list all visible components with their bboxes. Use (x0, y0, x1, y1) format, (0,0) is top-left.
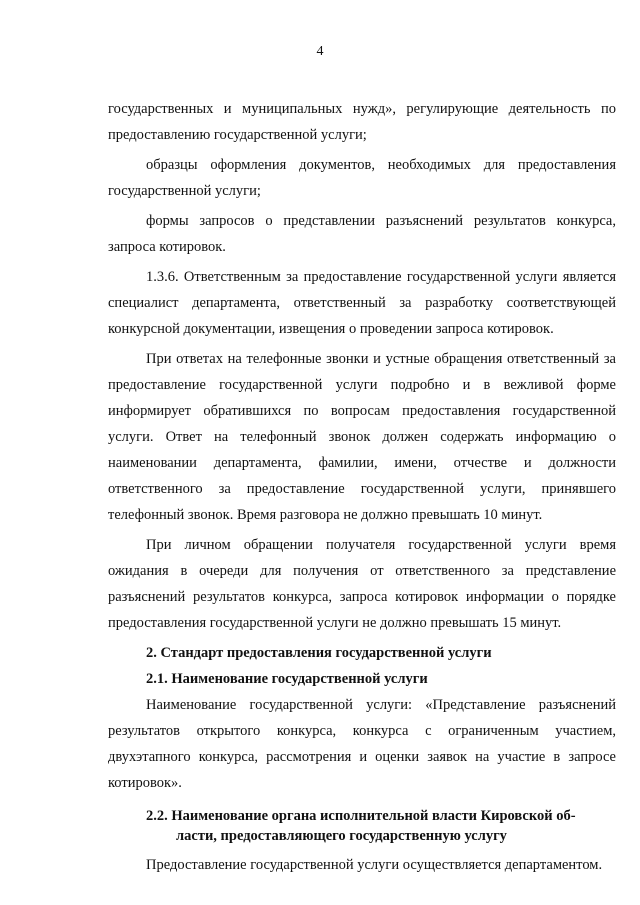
page-content (108, 96, 616, 878)
section-2-2-heading-line1: 2.2. Наименование органа исполнительной власти Кировской об- (146, 808, 576, 824)
paragraph-2: образцы оформления документов, необходимых для предоставления государственной услуги; (108, 157, 616, 199)
paragraph-4: 1.3.6. Ответственным за предоставление государственной услуги является специалист департамента, ответственный за разработку соответствующей конкурсной документации, извещения о проведении запроса котировок. (108, 269, 616, 337)
page-number: 4 (316, 44, 324, 59)
paragraph-3: формы запросов о представлении разъяснений результатов конкурса, запроса котировок. (108, 213, 616, 255)
section-2-1-heading: 2.1. Наименование государственной услуги (146, 671, 428, 687)
section-2-2-heading (108, 806, 616, 846)
paragraph-5: При ответах на телефонные звонки и устные обращения ответственный за предоставление государственной услуги подробно и в вежливой форме информирует обратившихся по вопросам предоставления государственной услуги. Ответ на телефонный звонок должен содержать информацию о наименовании департамента, фамилии, имени, отчестве и должности ответственного за предоставление государственной услуги, принявшего телефонный звонок. Время разговора не должно превышать 10 минут. (108, 351, 616, 523)
paragraph-8: Предоставление государственной услуги осуществляется департаментом. (146, 857, 603, 873)
section-2-2-heading-line2: ласти, предоставляющего государственную услугу (176, 828, 507, 844)
paragraph-6: При личном обращении получателя государственной услуги время ожидания в очереди для получения от ответственного за представление разъяснений результатов конкурса, запроса котировок информации о порядке предоставления государственной услуги не должно превышать 15 минут. (108, 537, 616, 631)
section-2-heading: 2. Стандарт предоставления государственной услуги (146, 645, 492, 661)
paragraph-7: Наименование государственной услуги: «Представление разъяснений результатов открытого конкурса, конкурса с ограниченным участием, двухэтапного конкурса, рассмотрения и оценки заявок на участие в запросе котировок». (108, 697, 616, 791)
paragraph-1: государственных и муниципальных нужд», регулирующие деятельность по предоставлению государственной услуги; (108, 101, 616, 143)
